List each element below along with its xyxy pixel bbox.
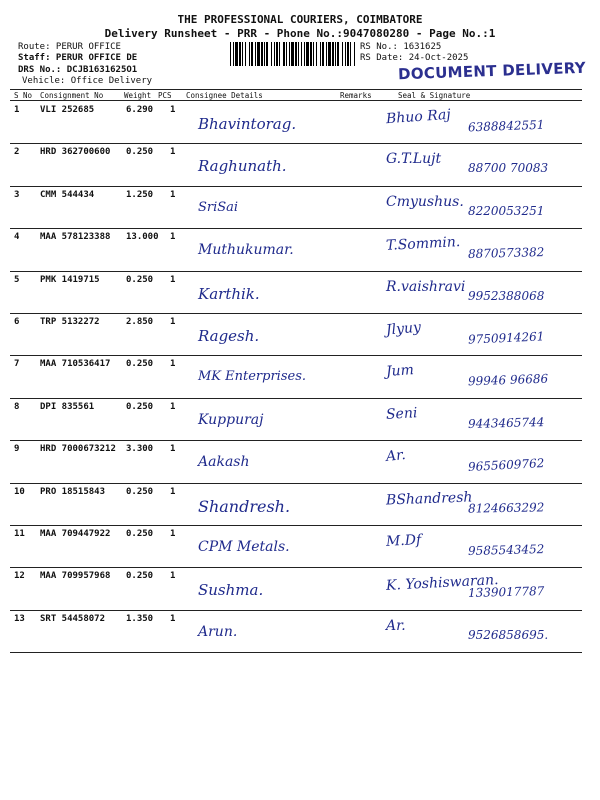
row-divider bbox=[10, 610, 582, 611]
barcode-bar bbox=[245, 42, 246, 66]
row-pcs: 1 bbox=[170, 274, 176, 285]
row-pcs: 1 bbox=[170, 571, 176, 582]
row-phone-handwritten: 8220053251 bbox=[468, 203, 545, 218]
row-consignment-no: VLI 252685 bbox=[40, 105, 95, 115]
barcode-bar bbox=[345, 42, 346, 66]
staff-label: Staff: PERUR OFFICE DE bbox=[18, 53, 138, 63]
barcode-bar bbox=[335, 42, 336, 66]
barcode-bar bbox=[332, 42, 334, 66]
barcode-bar bbox=[257, 42, 260, 66]
barcode-bar bbox=[233, 42, 234, 66]
barcode-bar bbox=[249, 42, 250, 66]
barcode-bar bbox=[242, 42, 243, 66]
row-divider bbox=[10, 398, 582, 399]
row-signature: Ar. bbox=[386, 617, 406, 634]
runsheet-subtitle: Delivery Runsheet - PRR - Phone No.:9047080280 - Page No.:1 bbox=[104, 27, 496, 40]
barcode-bar bbox=[350, 42, 351, 66]
barcode-bar bbox=[320, 42, 321, 66]
row-consignee-handwritten: CPM Metals. bbox=[198, 539, 290, 555]
barcode-bar bbox=[235, 42, 238, 66]
row-weight: 0.250 bbox=[126, 274, 154, 285]
col-sno: S No bbox=[14, 91, 33, 100]
row-consignee-handwritten: Arun. bbox=[198, 623, 238, 640]
barcode-bar bbox=[291, 42, 294, 66]
barcode-bar bbox=[301, 42, 302, 66]
barcode-bar bbox=[347, 42, 349, 66]
row-consignment-no: PMK 1419715 bbox=[40, 274, 100, 285]
row-sno: 10 bbox=[14, 486, 25, 497]
col-consignment: Consignment No bbox=[40, 91, 104, 100]
barcode-bar bbox=[328, 42, 331, 66]
row-consignee-handwritten: Bhavintorag. bbox=[198, 115, 297, 133]
row-phone-handwritten: 8124663292 bbox=[467, 499, 545, 516]
row-pcs: 1 bbox=[170, 232, 176, 243]
row-sno: 1 bbox=[14, 105, 20, 115]
table-top-rule bbox=[10, 89, 582, 90]
barcode-bar bbox=[279, 42, 280, 66]
row-weight: 0.250 bbox=[126, 486, 154, 497]
row-divider bbox=[10, 271, 582, 272]
barcode-bar bbox=[326, 42, 327, 66]
row-weight: 0.250 bbox=[126, 401, 154, 412]
barcode-bar bbox=[286, 42, 287, 66]
barcode-bar bbox=[342, 42, 343, 66]
row-divider bbox=[10, 652, 582, 653]
row-weight: 1.250 bbox=[126, 189, 154, 200]
route-label: Route: PERUR OFFICE bbox=[18, 42, 121, 52]
row-signature: Cmyushus. bbox=[386, 193, 464, 210]
row-pcs: 1 bbox=[170, 317, 176, 327]
row-phone-handwritten: 99946 96686 bbox=[467, 371, 549, 389]
barcode-bar bbox=[283, 42, 285, 66]
barcode-bar bbox=[313, 42, 314, 66]
row-pcs: 1 bbox=[170, 189, 176, 200]
vehicle-label: Vehicle: Office Delivery bbox=[22, 76, 153, 86]
row-consignment-no: MAA 709447922 bbox=[40, 529, 111, 539]
row-divider bbox=[10, 355, 582, 356]
row-pcs: 1 bbox=[170, 401, 176, 412]
document-delivery-stamp: DOCUMENT DELIVERY bbox=[397, 58, 587, 84]
drs-number: DRS No.: DCJB1631625O1 bbox=[18, 65, 138, 75]
row-pcs: 1 bbox=[170, 529, 176, 539]
row-sno: 7 bbox=[14, 359, 20, 370]
row-consignment-no: MAA 578123388 bbox=[40, 232, 111, 243]
row-phone-handwritten: 9585543452 bbox=[467, 542, 545, 558]
row-consignee-handwritten: Karthik. bbox=[198, 284, 260, 303]
barcode-bar bbox=[251, 42, 253, 66]
row-divider bbox=[10, 186, 582, 187]
row-consignee-handwritten: Kuppuraj bbox=[198, 411, 264, 428]
col-remarks: Remarks bbox=[340, 91, 372, 100]
barcode-bar bbox=[298, 42, 299, 66]
row-signature: Jum bbox=[385, 362, 415, 381]
row-phone-handwritten: 9443465744 bbox=[467, 414, 545, 431]
row-pcs: 1 bbox=[170, 147, 176, 158]
row-weight: 0.250 bbox=[126, 529, 154, 539]
row-pcs: 1 bbox=[170, 359, 176, 370]
row-divider bbox=[10, 483, 582, 484]
row-weight: 0.250 bbox=[126, 147, 154, 158]
row-sno: 3 bbox=[14, 189, 20, 200]
row-consignee-handwritten: MK Enterprises. bbox=[198, 369, 307, 385]
row-consignment-no: MAA 710536417 bbox=[40, 359, 111, 370]
row-phone-handwritten: 6388842551 bbox=[467, 117, 545, 135]
row-divider bbox=[10, 440, 582, 441]
row-consignee-handwritten: SriSai bbox=[198, 199, 239, 215]
row-consignment-no: PRO 18515843 bbox=[40, 486, 106, 497]
row-weight: 3.300 bbox=[126, 444, 154, 455]
barcode-bar bbox=[295, 42, 297, 66]
row-signature: Bhuo Raj bbox=[385, 106, 452, 128]
row-sno: 4 bbox=[14, 232, 20, 243]
row-pcs: 1 bbox=[170, 105, 176, 115]
barcode-bar bbox=[255, 42, 256, 66]
row-sno: 12 bbox=[14, 571, 25, 582]
barcode-bar bbox=[276, 42, 278, 66]
row-weight: 1.350 bbox=[126, 613, 154, 624]
rs-date: RS Date: 24-Oct-2025 bbox=[360, 53, 469, 63]
row-weight: 2.850 bbox=[126, 317, 154, 327]
row-sno: 9 bbox=[14, 444, 20, 455]
barcode-bar bbox=[304, 42, 305, 66]
barcode-bar bbox=[310, 42, 312, 66]
row-consignment-no: SRT 54458072 bbox=[40, 613, 106, 624]
row-sno: 5 bbox=[14, 274, 20, 285]
row-weight: 0.250 bbox=[126, 571, 154, 582]
row-phone-handwritten: 1339017787 bbox=[467, 584, 545, 601]
row-phone-handwritten: 88700 70083 bbox=[468, 161, 549, 176]
row-divider bbox=[10, 525, 582, 526]
table-header-rule bbox=[10, 100, 582, 101]
row-divider bbox=[10, 143, 582, 144]
barcode-bar bbox=[337, 42, 339, 66]
row-signature: T.Sommin. bbox=[385, 234, 461, 255]
row-consignee-handwritten: Shandresh. bbox=[198, 496, 291, 516]
barcode-image bbox=[230, 42, 355, 66]
barcode-bar bbox=[264, 42, 265, 66]
barcode-bar bbox=[316, 42, 317, 66]
row-divider bbox=[10, 567, 582, 568]
row-signature: R.vaishravi bbox=[386, 278, 466, 295]
barcode-bar bbox=[306, 42, 309, 66]
barcode-bar bbox=[261, 42, 263, 66]
row-divider bbox=[10, 313, 582, 314]
row-consignee-handwritten: Raghunath. bbox=[198, 157, 287, 176]
row-divider bbox=[10, 228, 582, 229]
row-signature: Seni bbox=[385, 404, 418, 423]
barcode-bar bbox=[289, 42, 290, 66]
row-sno: 8 bbox=[14, 401, 20, 412]
barcode-bar bbox=[239, 42, 241, 66]
row-consignment-no: HRD 7000673212 bbox=[40, 444, 116, 455]
barcode-bar bbox=[266, 42, 268, 66]
row-consignee-handwritten: Ragesh. bbox=[198, 327, 260, 345]
row-phone-handwritten: 8870573382 bbox=[467, 245, 545, 262]
row-weight: 13.000 bbox=[126, 232, 159, 243]
row-consignment-no: CMM 544434 bbox=[40, 189, 95, 200]
row-pcs: 1 bbox=[170, 613, 176, 624]
row-weight: 6.290 bbox=[126, 105, 154, 115]
row-phone-handwritten: 9526858695. bbox=[468, 627, 549, 642]
row-signature: K. Yoshiswaran. bbox=[385, 572, 499, 595]
col-consignee: Consignee Details bbox=[186, 91, 263, 100]
col-pcs: PCS bbox=[158, 91, 172, 100]
col-weight: Weight bbox=[124, 91, 152, 100]
row-phone-handwritten: 9655609762 bbox=[467, 456, 545, 475]
barcode-bar bbox=[230, 42, 231, 66]
company-title: THE PROFESSIONAL COURIERS, COIMBATORE bbox=[177, 13, 423, 26]
row-consignment-no: TRP 5132272 bbox=[40, 317, 100, 327]
row-sno: 11 bbox=[14, 529, 25, 539]
row-signature: G.T.Lujt bbox=[386, 151, 442, 168]
row-consignee-handwritten: Aakash bbox=[198, 454, 250, 471]
row-phone-handwritten: 9952388068 bbox=[468, 288, 545, 303]
row-weight: 0.250 bbox=[126, 359, 154, 370]
row-signature: M.Df bbox=[385, 532, 422, 550]
col-seal-signature: Seal & Signature bbox=[398, 91, 471, 100]
row-sno: 13 bbox=[14, 613, 25, 624]
barcode-bar bbox=[274, 42, 275, 66]
row-consignee-handwritten: Sushma. bbox=[198, 581, 264, 600]
row-consignment-no: HRD 362700600 bbox=[40, 147, 111, 158]
row-consignee-handwritten: Muthukumar. bbox=[198, 242, 294, 259]
row-signature: Jlyuy bbox=[385, 319, 422, 339]
row-consignment-no: DPI 835561 bbox=[40, 401, 95, 412]
row-sno: 6 bbox=[14, 317, 20, 327]
barcode-bar bbox=[354, 42, 355, 66]
row-phone-handwritten: 9750914261 bbox=[467, 329, 545, 347]
row-pcs: 1 bbox=[170, 486, 176, 497]
barcode-bar bbox=[322, 42, 324, 66]
row-signature: BShandresh bbox=[385, 489, 473, 509]
barcode-bar bbox=[271, 42, 272, 66]
rs-number: RS No.: 1631625 bbox=[360, 42, 442, 52]
row-signature: Ar. bbox=[385, 447, 407, 466]
row-pcs: 1 bbox=[170, 444, 176, 455]
row-consignment-no: MAA 709957968 bbox=[40, 571, 111, 582]
row-sno: 2 bbox=[14, 147, 20, 158]
